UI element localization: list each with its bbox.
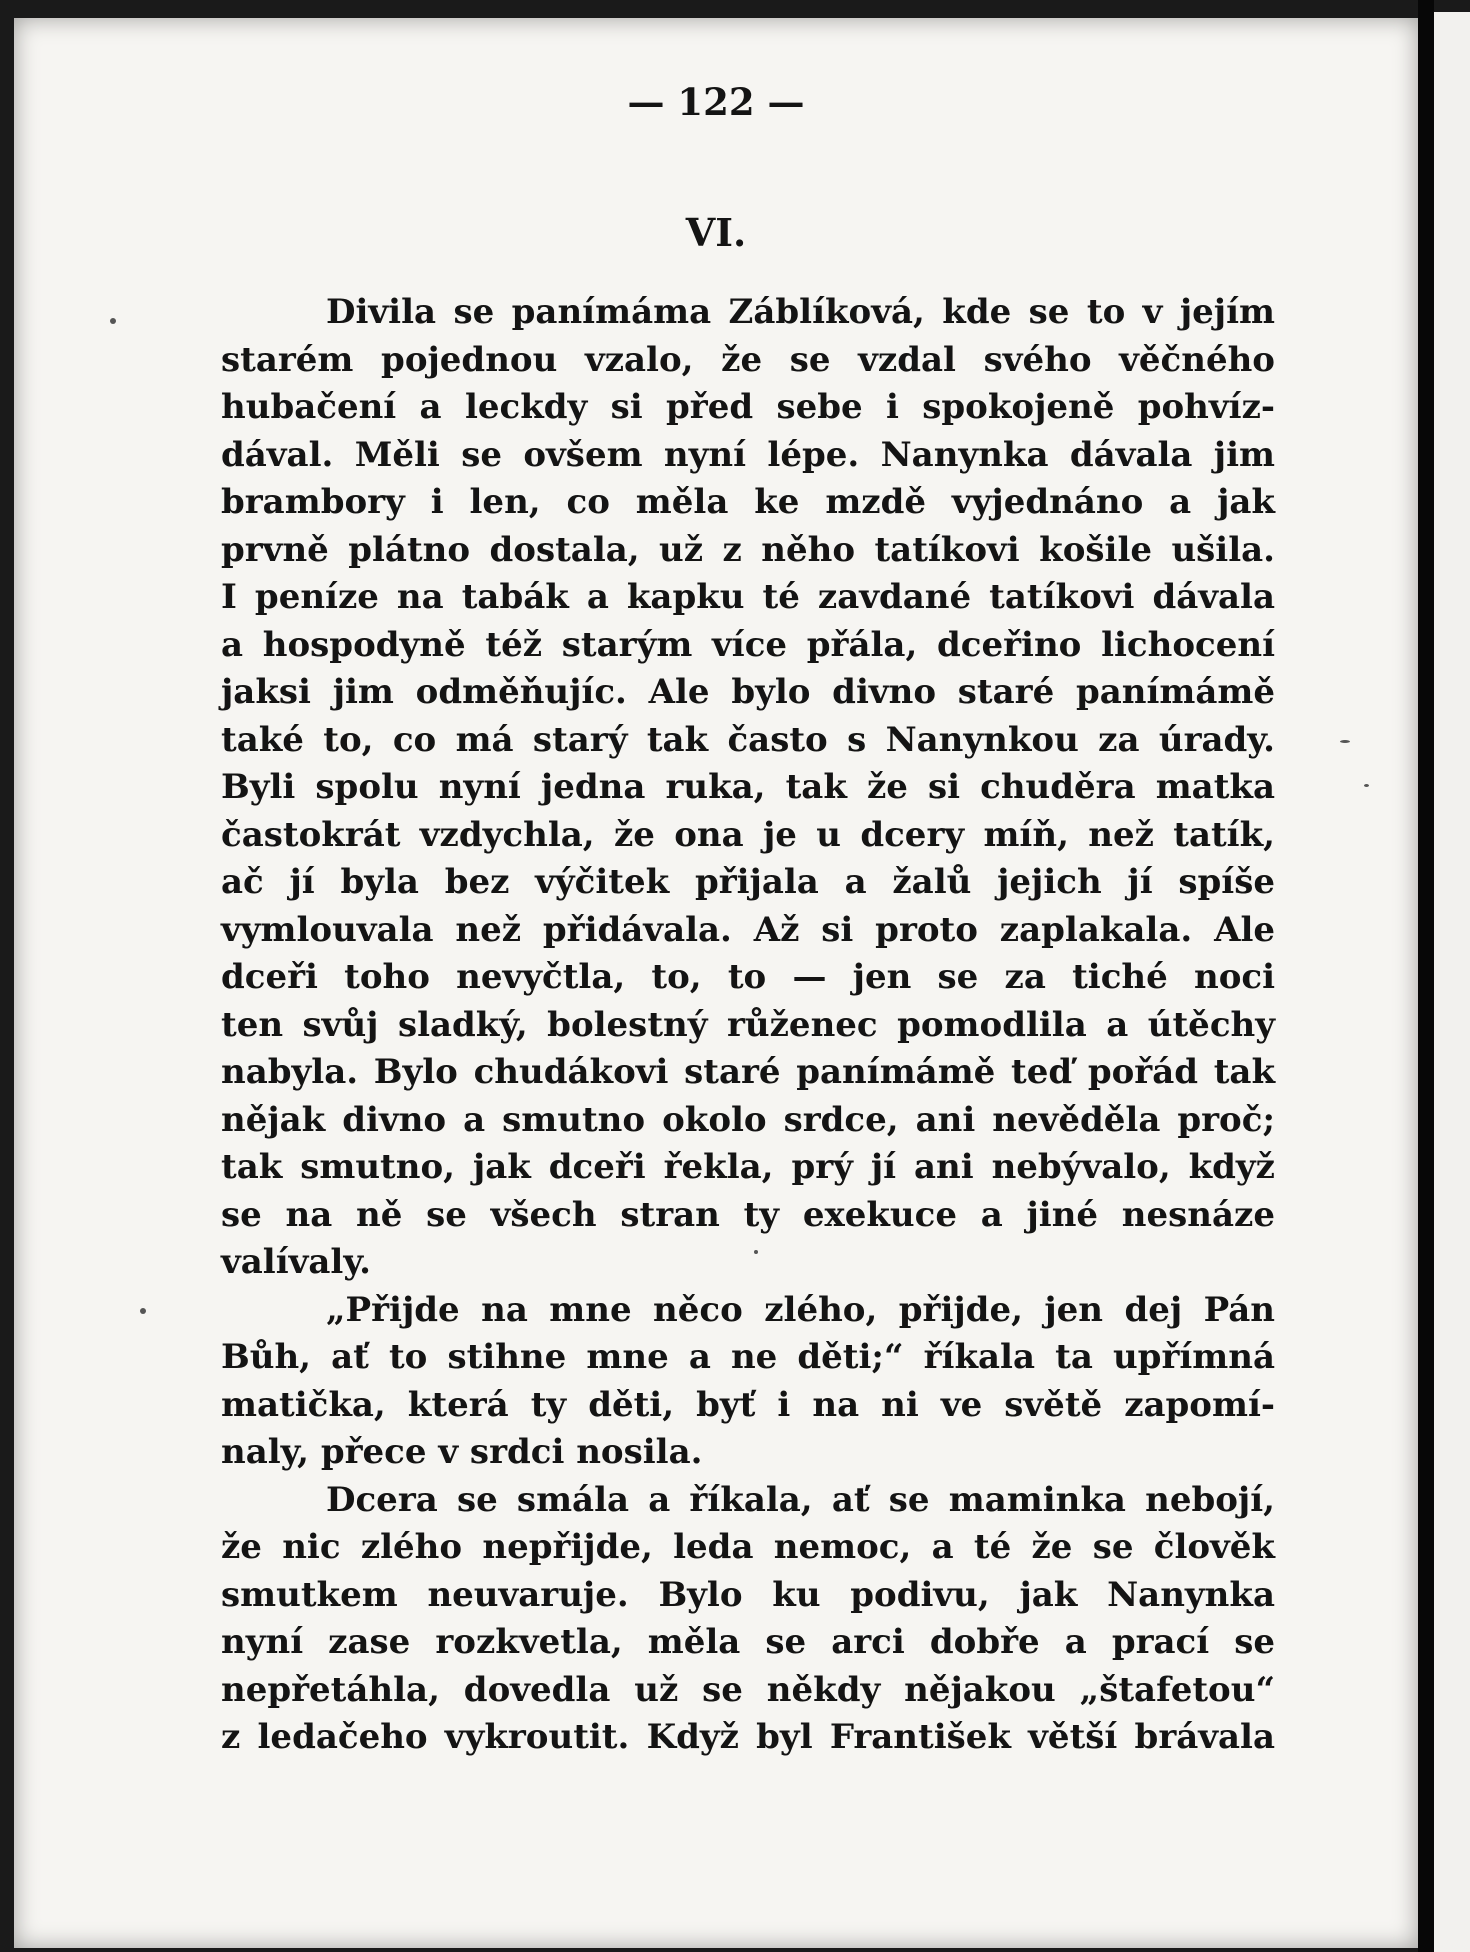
page-number: — 122 — bbox=[627, 80, 805, 124]
text-line: Dcera se smála a říkala, ať se maminka nebojí, bbox=[326, 1479, 1275, 1520]
text-line: nějak divno a smutno okolo srdce, ani nevěděla proč; bbox=[221, 1099, 1275, 1140]
chapter-heading: VI. bbox=[685, 210, 747, 255]
text-line: že nic zlého nepřijde, leda nemoc, a té že se člověk bbox=[221, 1527, 1275, 1567]
text-line: I peníze na tabák a kapku té zavdané tatíkovi dávala bbox=[221, 577, 1275, 617]
text-line: tak smutno, jak dceři řekla, prý jí ani nebývalo, když bbox=[221, 1147, 1275, 1187]
text-line: Byli spolu nyní jedna ruka, tak že si chuděra matka bbox=[221, 767, 1275, 807]
paper-speck bbox=[1364, 784, 1369, 787]
text-line: smutkem neuvaruje. Bylo ku podivu, jak Nanynka bbox=[221, 1574, 1275, 1615]
paper-speck bbox=[140, 1308, 146, 1314]
text-line: dával. Měli se ovšem nyní lépe. Nanynka dávala jim bbox=[221, 434, 1275, 475]
text-line: nepřetáhla, dovedla už se někdy nějakou „štafetou“ bbox=[221, 1669, 1275, 1710]
book-spine bbox=[1418, 0, 1434, 1952]
text-line: prvně plátno dostala, už z něho tatíkovi košile ušila. bbox=[221, 529, 1275, 570]
text-line: starém pojednou vzalo, že se vzdal svého věčného bbox=[221, 339, 1275, 380]
body-text bbox=[221, 289, 1275, 1762]
text-line: dceři toho nevyčtla, to, to — jen se za tiché noci bbox=[221, 957, 1275, 997]
text-line: Divila se panímáma Záblíková, kde se to v jejím bbox=[326, 292, 1275, 332]
text-line: valívaly. bbox=[221, 1242, 372, 1282]
text-line: nabyla. Bylo chudákovi staré panímámě teď pořád tak bbox=[221, 1052, 1275, 1092]
paper-speck bbox=[754, 1250, 758, 1254]
book-page bbox=[14, 18, 1418, 1948]
text-line: hubačení a leckdy si před sebe i spokojeně pohvíz- bbox=[221, 387, 1275, 427]
text-line: ten svůj sladký, bolestný růženec pomodlila a útěchy bbox=[221, 1004, 1275, 1045]
text-line: Bůh, ať to stihne mne a ne děti;“ říkala ta upřímná bbox=[221, 1337, 1275, 1377]
text-line: „Přijde na mne něco zlého, přijde, jen dej Pán bbox=[326, 1289, 1275, 1330]
paper-speck bbox=[1340, 740, 1350, 743]
text-line: se na ně se všech stran ty exekuce a jiné nesnáze bbox=[221, 1194, 1275, 1235]
text-line: jaksi jim odměňujíc. Ale bylo divno staré panímámě bbox=[221, 672, 1275, 712]
text-line: vymlouvala než přidávala. Až si proto zaplakala. Ale bbox=[221, 909, 1275, 950]
text-line: a hospodyně též starým více přála, dceřino lichocení bbox=[221, 624, 1275, 665]
facing-page-edge bbox=[1434, 12, 1470, 1952]
text-line: častokrát vzdychla, že ona je u dcery míň, než tatík, bbox=[221, 814, 1275, 855]
text-line: také to, co má starý tak často s Nanynkou za úrady. bbox=[221, 719, 1275, 760]
paper-speck bbox=[110, 318, 116, 324]
text-line: naly, přece v srdci nosila. bbox=[221, 1432, 703, 1472]
text-line: nyní zase rozkvetla, měla se arci dobře a prací se bbox=[221, 1622, 1275, 1662]
text-line: z ledačeho vykroutit. Když byl František větší brávala bbox=[221, 1717, 1275, 1757]
text-line: ač jí byla bez výčitek přijala a žalů jejich jí spíše bbox=[221, 862, 1275, 902]
text-line: brambory i len, co měla ke mzdě vyjednáno a jak bbox=[221, 482, 1275, 522]
text-line: matička, která ty děti, byť i na ni ve světě zapomí- bbox=[221, 1384, 1275, 1425]
